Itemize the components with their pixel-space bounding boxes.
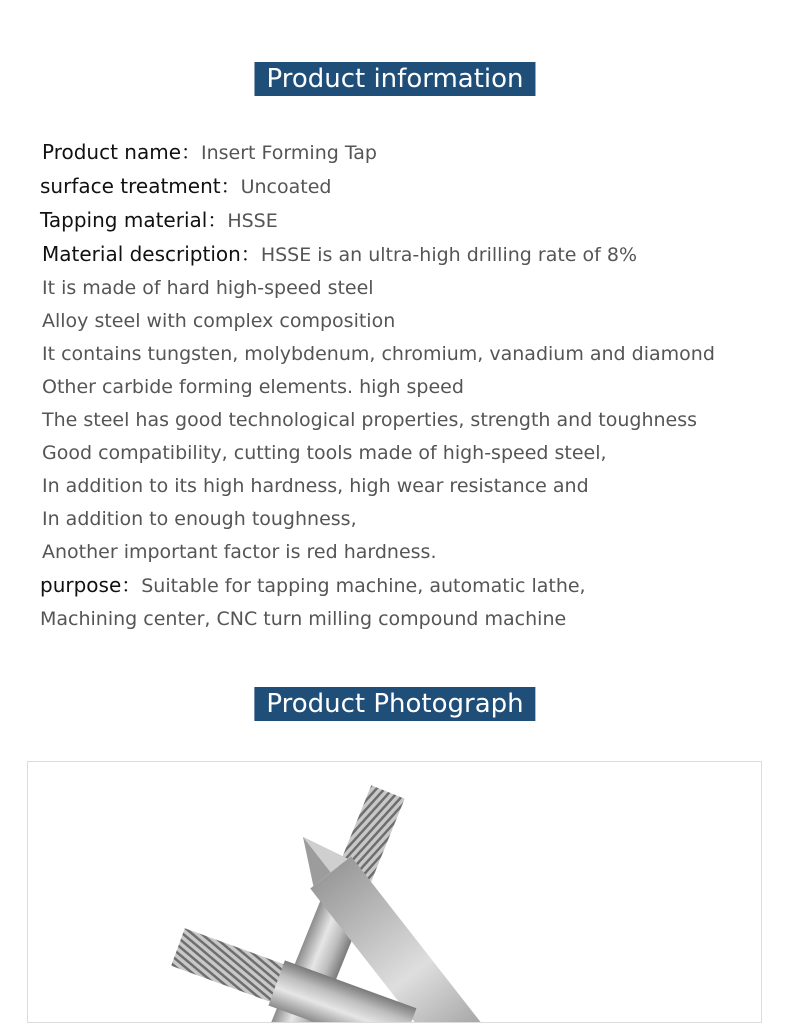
purpose-row [40, 569, 770, 603]
purpose-value: Suitable for tapping machine, automatic lathe, [141, 575, 586, 597]
surface-treatment-row [40, 170, 770, 204]
surface-treatment-label: surface treatment： [40, 174, 241, 198]
product-photograph-heading: Product Photograph [254, 687, 535, 721]
surface-treatment-value: Uncoated [240, 176, 332, 198]
product-information-heading: Product information [254, 62, 535, 96]
purpose-label: purpose： [40, 573, 142, 597]
description-line: In addition to enough toughness, [42, 508, 357, 530]
product-name-value: Insert Forming Tap [201, 142, 377, 164]
material-description-row [40, 238, 770, 272]
description-line: Alloy steel with complex composition [42, 310, 396, 332]
description-line: The steel has good technological properties, strength and toughness [42, 409, 698, 431]
description-line: Other carbide forming elements. high speed [42, 376, 464, 398]
purpose-line-2: Machining center, CNC turn milling compound machine [40, 608, 567, 630]
description-line: It contains tungsten, molybdenum, chromium, vanadium and diamond [42, 343, 715, 365]
tapping-material-row [40, 204, 770, 238]
description-line: In addition to its high hardness, high wear resistance and [42, 475, 589, 497]
product-info-block [40, 136, 770, 636]
material-description-label: Material description： [42, 242, 261, 266]
product-name-row [40, 136, 770, 170]
product-name-label: Product name： [42, 140, 202, 164]
description-line: Another important factor is red hardness. [42, 541, 437, 563]
taps-photo-icon [28, 762, 761, 1022]
tapping-material-value: HSSE [227, 210, 278, 232]
description-line: It is made of hard high-speed steel [42, 277, 374, 299]
description-line: Good compatibility, cutting tools made of high-speed steel, [42, 442, 607, 464]
product-photo [27, 761, 762, 1023]
tapping-material-label: Tapping material： [40, 208, 228, 232]
material-description-value: HSSE is an ultra-high drilling rate of 8% [260, 244, 638, 266]
